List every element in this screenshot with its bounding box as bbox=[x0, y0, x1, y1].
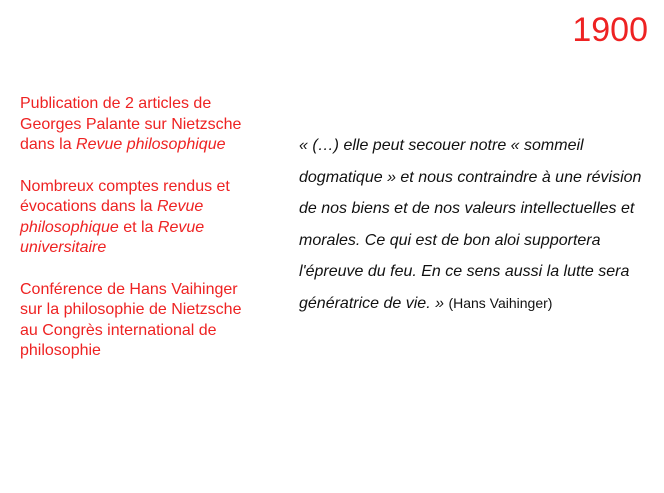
event-journal-title: Revue philosophique bbox=[20, 198, 204, 236]
event-item bbox=[20, 280, 252, 362]
events-list bbox=[20, 94, 252, 383]
quote-block bbox=[299, 130, 649, 319]
quote-text: « (…) elle peut secouer notre « sommeil dogmatique » et nous contraindre à une révision de nos biens et de nos valeurs intellectuelles et morales. Ce qui est de bon aloi supportera l'épreuve du feu. En ce sens aussi la lutte sera génératrice de vie. » bbox=[299, 137, 642, 312]
event-text: Conférence de Hans Vaihinger sur la philosophie de Nietzsche au Congrès international de philosophie bbox=[20, 280, 242, 359]
quote-author: (Hans Vaihinger) bbox=[448, 294, 553, 311]
year-heading: 1900 bbox=[572, 11, 648, 49]
event-journal-title: Revue philosophique bbox=[76, 136, 226, 153]
event-text: Publication de 2 articles de Georges Palante sur Nietzsche dans la bbox=[20, 95, 242, 153]
event-item bbox=[20, 94, 252, 156]
event-item bbox=[20, 177, 252, 259]
event-journal-title: Revue universitaire bbox=[20, 218, 205, 256]
event-text: et la bbox=[118, 218, 158, 236]
event-text: Nombreux comptes rendus et évocations dans la bbox=[20, 177, 230, 215]
